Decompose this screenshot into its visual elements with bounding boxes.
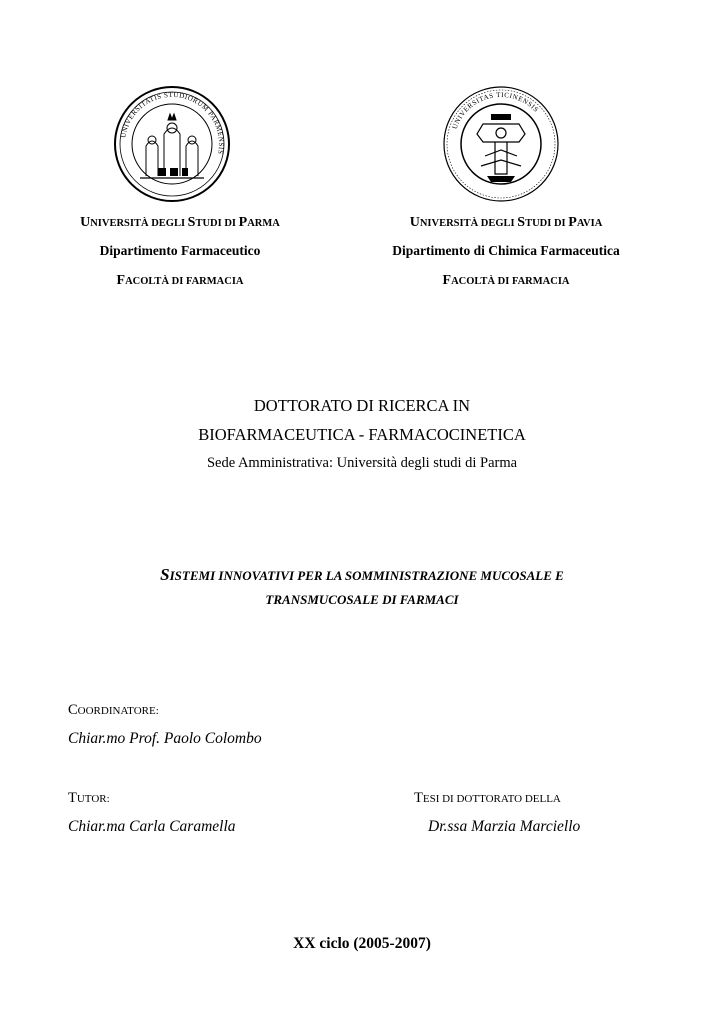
administrative-seat: Sede Amministrativa: Università degli studi di Parma xyxy=(206,455,518,471)
coordinator-name: Chiar.mo Prof. Paolo Colombo xyxy=(68,730,262,747)
thesis-title-line-2: TRANSMUCOSALE DI FARMACI xyxy=(265,592,459,607)
doctorate-line-1: DOTTORATO DI RICERCA IN xyxy=(253,396,471,415)
candidate-name: Dr.ssa Marzia Marciello xyxy=(428,818,581,835)
university-pavia-faculty: FACOLTÀ DI FARMACIA xyxy=(442,273,570,288)
university-parma-department: Dipartimento Farmaceutico xyxy=(99,243,261,258)
university-pavia-department: Dipartimento di Chimica Farmaceutica xyxy=(392,243,620,258)
university-pavia-name: UNIVERSITÀ DEGLI STUDI DI PAVIA xyxy=(409,215,603,230)
coordinator-label: COORDINATORE: xyxy=(68,702,159,718)
doctoral-cycle: XX ciclo (2005-2007) xyxy=(293,935,431,952)
university-parma-faculty: FACOLTÀ DI FARMACIA xyxy=(116,273,244,288)
tutor-label: TUTOR: xyxy=(68,790,110,806)
tutor-name: Chiar.ma Carla Caramella xyxy=(68,818,236,835)
pavia-university-seal xyxy=(441,84,561,204)
thesis-title-line-1: SISTEMI INNOVATIVI PER LA SOMMINISTRAZIONE MUCOSALE E xyxy=(160,565,564,584)
parma-university-seal xyxy=(112,84,232,204)
candidate-label: TESI DI DOTTORATO DELLA xyxy=(414,790,561,806)
pavia-seal-ring-text: UNIVERSITAS TICINENSIS xyxy=(450,90,541,131)
university-parma-name: UNIVERSITÀ DEGLI STUDI DI PARMA xyxy=(80,215,280,230)
doctorate-program: BIOFARMACEUTICA - FARMACOCINETICA xyxy=(198,425,526,444)
parma-seal-ring-text: UNIVERSITATIS STUDIORUM PARMENSIS xyxy=(119,90,226,156)
